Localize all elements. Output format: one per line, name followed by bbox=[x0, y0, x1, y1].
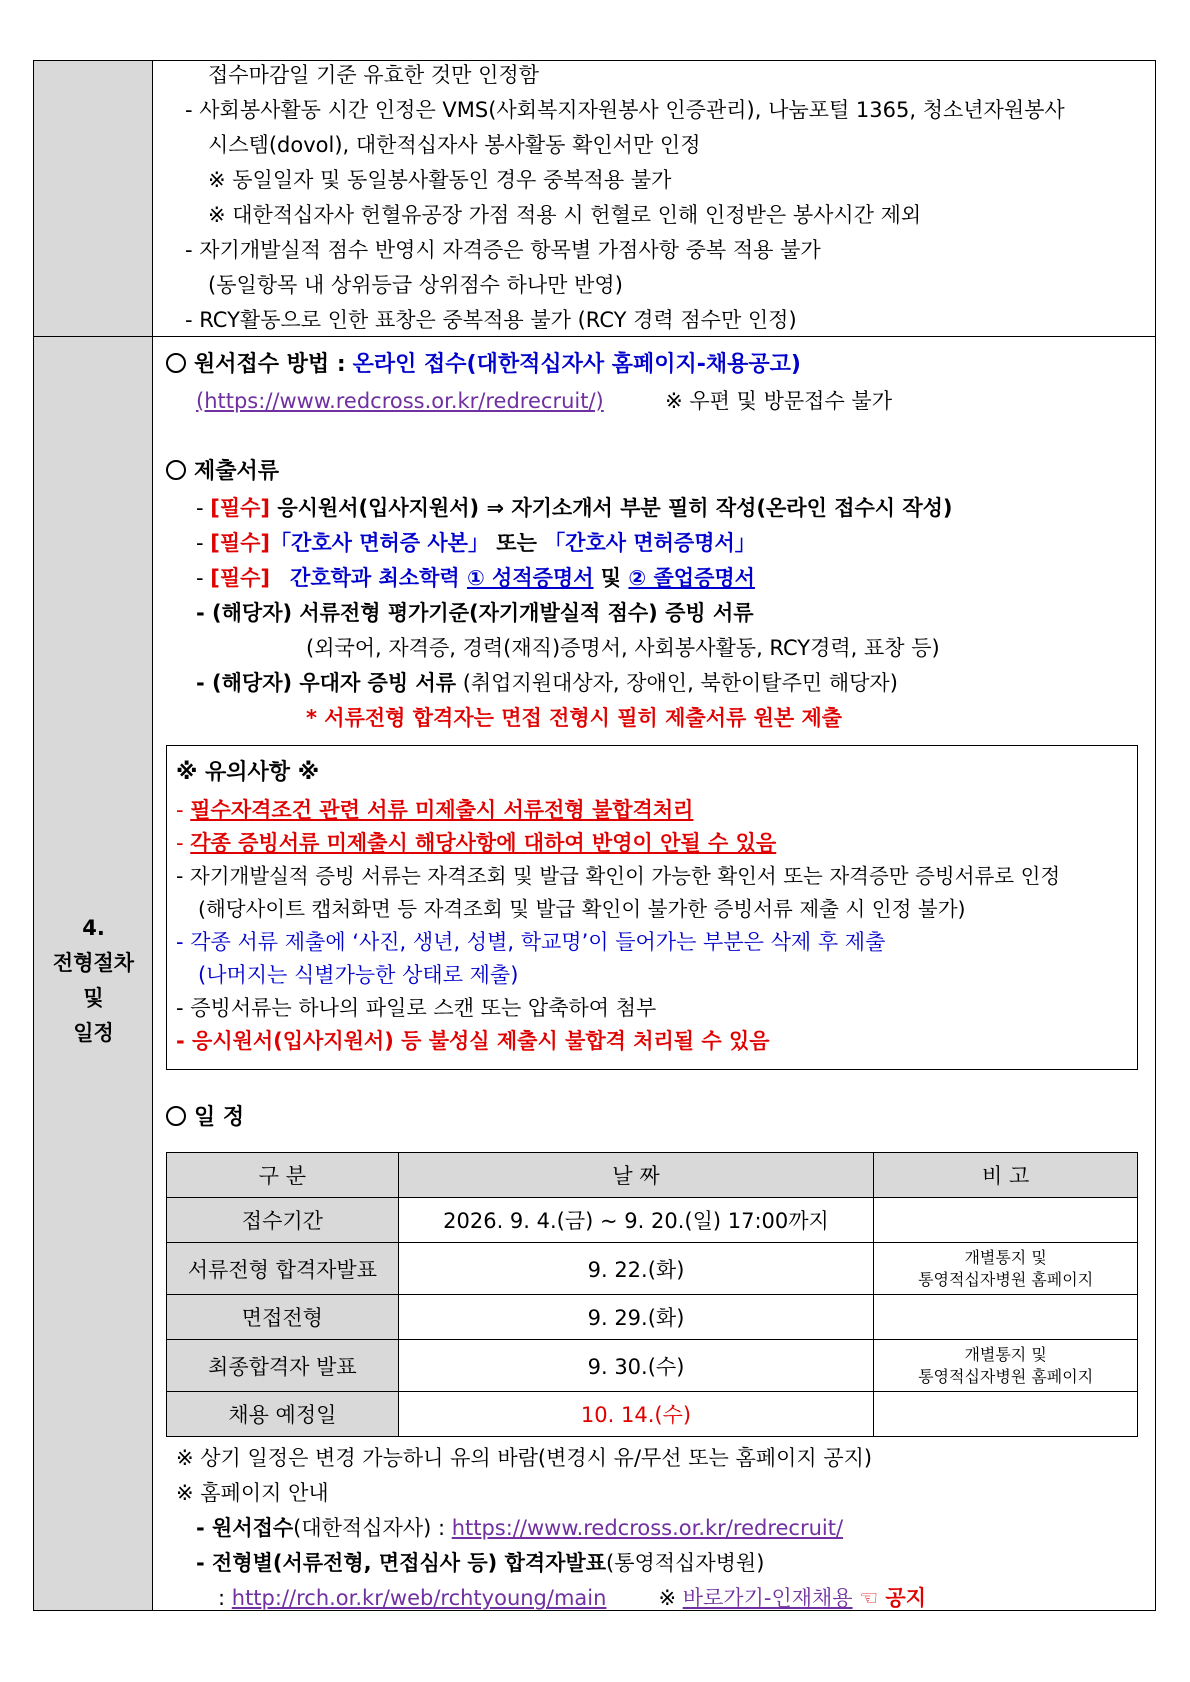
footer-apply-line bbox=[196, 1513, 843, 1543]
circle-bullet-icon bbox=[166, 460, 186, 480]
row-note: 개별통지 및 통영적십자병원 홈페이지 bbox=[874, 1243, 1138, 1295]
notice-text: 필수자격조건 관련 서류 미제출시 서류전형 불합격처리 bbox=[190, 798, 694, 822]
doc-text: 「간호사 면허증 사본」 bbox=[270, 531, 489, 555]
doc-optional-1: - (해당자) 서류전형 평가기준(자기개발실적 점수) 증빙 서류 bbox=[196, 601, 754, 625]
apply-heading bbox=[166, 350, 801, 380]
apply-url-line bbox=[196, 386, 892, 416]
dash: - bbox=[196, 496, 211, 520]
notice-item-2: - 각종 증빙서류 미제출시 해당사항에 대하여 반영이 안될 수 있음 bbox=[176, 831, 777, 855]
apply-heading-text: 원서접수 방법 : bbox=[194, 352, 346, 377]
row-date: 9. 22.(화) bbox=[398, 1243, 874, 1295]
header-note: 비 고 bbox=[874, 1153, 1138, 1198]
doc-text: 간호학과 최소학력 bbox=[290, 566, 467, 590]
notice-item-4-detail: (나머지는 식별가능한 상태로 제출) bbox=[198, 963, 519, 987]
section-label-column bbox=[34, 61, 153, 1610]
table-row bbox=[167, 1295, 1138, 1340]
header-date: 날 짜 bbox=[398, 1153, 874, 1198]
required-tag: [필수] bbox=[210, 566, 271, 590]
apply-site-link[interactable]: https://www.redcross.or.kr/redrecruit/ bbox=[451, 1516, 844, 1540]
row-label: 최종합격자 발표 bbox=[167, 1340, 399, 1392]
row-note bbox=[874, 1295, 1138, 1340]
reference-mark: ※ bbox=[658, 1586, 683, 1610]
doc-diploma: ② 졸업증명서 bbox=[628, 566, 755, 590]
footer-text: (통영적십자병원) bbox=[606, 1551, 765, 1575]
doc-required-1 bbox=[196, 493, 953, 523]
top-line-3: 시스템(dovol), 대한적십자사 봉사활동 확인서만 인정 bbox=[208, 133, 701, 157]
schedule-heading-text: 일 정 bbox=[194, 1105, 245, 1130]
hospital-site-link[interactable]: http://rch.or.kr/web/rchtyoung/main bbox=[231, 1586, 607, 1610]
apply-note: ※ 우편 및 방문접수 불가 bbox=[665, 389, 892, 413]
notice-item-3: - 자기개발실적 증빙 서류는 자격조회 및 발급 확인이 가능한 확인서 또는 자격증만 증빙서류로 인정 bbox=[176, 864, 1061, 888]
doc-text: - (해당자) 우대자 증빙 서류 bbox=[196, 671, 457, 695]
row-note bbox=[874, 1392, 1138, 1437]
circle-bullet-icon bbox=[166, 353, 186, 373]
row-date: 9. 29.(화) bbox=[398, 1295, 874, 1340]
doc-detail: (취업지원대상자, 장애인, 북한이탈주민 해당자) bbox=[456, 671, 898, 695]
row-label: 채용 예정일 bbox=[167, 1392, 399, 1437]
section-title-1: 전형절차 bbox=[52, 951, 135, 975]
top-line-7: (동일항목 내 상위등급 상위점수 하나만 반영) bbox=[208, 273, 623, 297]
row-date: 9. 30.(수) bbox=[398, 1340, 874, 1392]
top-line-1: 접수마감일 기준 유효한 것만 인정함 bbox=[208, 63, 539, 87]
doc-or: 또는 bbox=[488, 531, 545, 555]
schedule-heading bbox=[166, 1103, 244, 1133]
row-label: 면접전형 bbox=[167, 1295, 399, 1340]
doc-optional-2 bbox=[196, 668, 898, 698]
table-row bbox=[167, 1198, 1138, 1243]
apply-url-link[interactable]: (https://www.redcross.or.kr/redrecruit/) bbox=[196, 389, 604, 413]
notice-heading: ※ 유의사항 ※ bbox=[176, 760, 320, 785]
row-note bbox=[874, 1198, 1138, 1243]
footer-label: - 원서접수 bbox=[196, 1516, 294, 1540]
top-line-5: ※ 대한적십자사 헌혈유공장 가점 적용 시 헌혈로 인해 인정받은 봉사시간 제외 bbox=[208, 203, 922, 227]
header-category: 구 분 bbox=[167, 1153, 399, 1198]
doc-text: 응시원서(입사지원서) ⇒ 자기소개서 부분 필히 작성(온라인 접수시 작성) bbox=[270, 496, 953, 520]
doc-and: 및 bbox=[593, 566, 629, 590]
doc-required-2: - [필수]「간호사 면허증 사본」 또는 「간호사 면허증명서」 bbox=[196, 531, 756, 555]
footer-text: (대한적십자사) : bbox=[293, 1516, 452, 1540]
schedule-table bbox=[166, 1152, 1138, 1437]
apply-method: 온라인 접수(대한적십자사 홈페이지-채용공고) bbox=[352, 352, 801, 377]
notice-item-5: - 증빙서류는 하나의 파일로 스캔 또는 압축하여 첨부 bbox=[176, 996, 657, 1020]
notice-item-1: - 필수자격조건 관련 서류 미제출시 서류전형 불합격처리 bbox=[176, 798, 694, 822]
doc-transcript: ① 성적증명서 bbox=[466, 566, 594, 590]
table-row bbox=[167, 1243, 1138, 1295]
section-title-2: 및 bbox=[83, 986, 104, 1010]
row-note: 개별통지 및 통영적십자병원 홈페이지 bbox=[874, 1340, 1138, 1392]
footer-homepage-heading: ※ 홈페이지 안내 bbox=[176, 1481, 329, 1505]
doc-required-3: - [필수] 간호학과 최소학력 ① 성적증명서 및 ② 졸업증명서 bbox=[196, 566, 755, 590]
docs-heading bbox=[166, 457, 279, 487]
schedule-header-row bbox=[167, 1153, 1138, 1198]
nav-path-link[interactable]: 바로가기-인재채용 bbox=[682, 1586, 853, 1610]
row-divider bbox=[34, 336, 1155, 337]
section-label bbox=[34, 911, 153, 1051]
row-label: 서류전형 합격자발표 bbox=[167, 1243, 399, 1295]
table-row bbox=[167, 1392, 1138, 1437]
row-date: 2026. 9. 4.(금) ~ 9. 20.(일) 17:00까지 bbox=[398, 1198, 874, 1243]
doc-text: 「간호사 면허증명서」 bbox=[544, 531, 756, 555]
required-tag: [필수] bbox=[210, 496, 271, 520]
notice-item-3-detail: (해당사이트 캡처화면 등 자격조회 및 발급 확인이 불가한 증빙서류 제출 시 인정 불가) bbox=[198, 897, 966, 921]
notice-text: 각종 증빙서류 미제출시 해당사항에 대하여 반영이 안될 수 있음 bbox=[190, 831, 777, 855]
docs-heading-text: 제출서류 bbox=[194, 459, 280, 484]
pointing-hand-icon: ☜ bbox=[859, 1586, 879, 1610]
row-date: 10. 14.(수) bbox=[398, 1392, 874, 1437]
notice-item-6: - 응시원서(입사지원서) 등 불성실 제출시 불합격 처리될 수 있음 bbox=[176, 1029, 770, 1053]
doc-original-note: * 서류전형 합격자는 면접 전형시 필히 제출서류 원본 제출 bbox=[306, 706, 843, 730]
footer-colon: : bbox=[218, 1586, 232, 1610]
notice-item-4: - 각종 서류 제출에 ‘사진, 생년, 성별, 학교명’이 들어가는 부분은 삭제 후 제출 bbox=[176, 930, 886, 954]
row-label: 접수기간 bbox=[167, 1198, 399, 1243]
top-line-2: - 사회봉사활동 시간 인정은 VMS(사회복지자원봉사 인증관리), 나눔포털 1365, 청소년자원봉사 bbox=[185, 98, 1065, 122]
required-tag: [필수] bbox=[210, 531, 271, 555]
top-line-8: - RCY활동으로 인한 표창은 중복적용 불가 (RCY 경력 점수만 인정) bbox=[185, 308, 797, 332]
notice-label: 공지 bbox=[878, 1586, 926, 1610]
table-row bbox=[167, 1340, 1138, 1392]
footer-result-line bbox=[196, 1548, 764, 1578]
doc-optional-1-detail: (외국어, 자격증, 경력(재직)증명서, 사회봉사활동, RCY경력, 표창 등) bbox=[306, 636, 940, 660]
footer-schedule-note: ※ 상기 일정은 변경 가능하니 유의 바람(변경시 유/무선 또는 홈페이지 공지) bbox=[176, 1446, 873, 1470]
section-number: 4. bbox=[82, 916, 105, 940]
section-title-3: 일정 bbox=[73, 1021, 114, 1045]
top-line-4: ※ 동일일자 및 동일봉사활동인 경우 중복적용 불가 bbox=[208, 168, 672, 192]
top-line-6: - 자기개발실적 점수 반영시 자격증은 항목별 가점사항 중복 적용 불가 bbox=[185, 238, 821, 262]
footer-hospital-line bbox=[218, 1583, 926, 1613]
footer-label: - 전형별(서류전형, 면접심사 등) 합격자발표 bbox=[196, 1551, 606, 1575]
circle-bullet-icon bbox=[166, 1106, 186, 1126]
